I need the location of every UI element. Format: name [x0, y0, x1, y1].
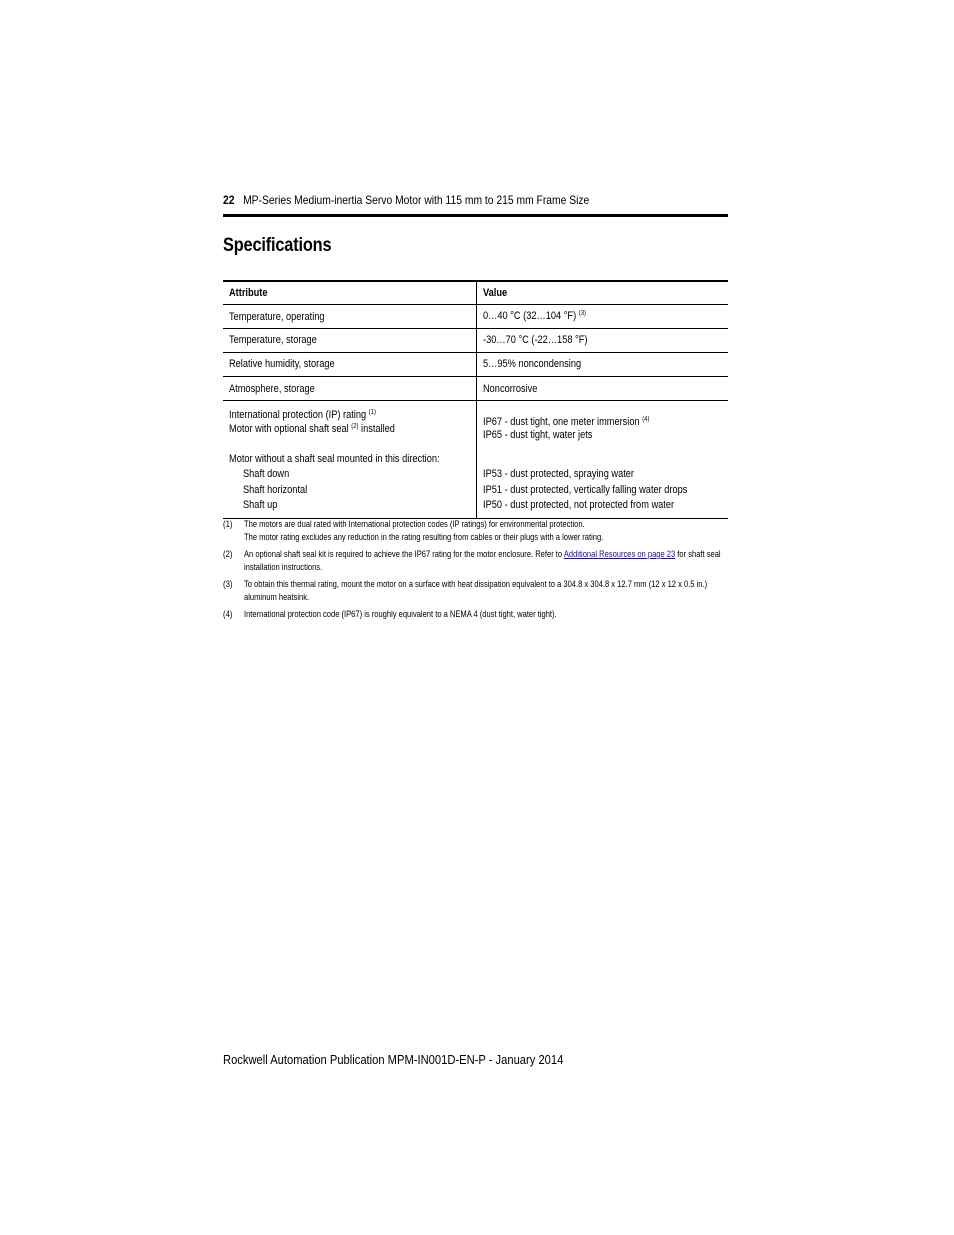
footnote: [223, 608, 728, 624]
ip67-value: IP67 - dust tight, one meter immersion $^{(4)}$: [483, 416, 650, 428]
footnote-number: (2): [223, 549, 233, 559]
attribute-cell: Temperature, storage: [229, 334, 317, 346]
section-title: Specifications: [223, 235, 332, 256]
attribute-cell: Atmosphere, storage: [229, 383, 315, 395]
footnote-number: (4): [223, 609, 233, 619]
footnote-number: (1): [223, 519, 233, 529]
shaft-horizontal-label: Shaft horizontal: [243, 484, 308, 496]
footnote-text: To obtain this thermal rating, mount the motor on a surface with heat dissipation equivalent to a 304.8 x 304.8 x 12.7 mm (12 x 12 x 0.5 in.): [244, 579, 708, 589]
table-row: [223, 353, 728, 377]
footnote-number: (3): [223, 579, 233, 589]
table-row: [223, 377, 728, 401]
ip-rating-label: International protection (IP) rating $^{(1)}$: [229, 409, 376, 421]
table-row-ip-rating: [223, 401, 728, 519]
footnote-ref: (3): [578, 310, 586, 317]
table-row: [223, 305, 728, 329]
value-cell: 5…95% noncondensing: [483, 358, 582, 370]
footnote: [223, 548, 728, 578]
footnote-text: An optional shaft seal kit is required to achieve the IP67 rating for the motor enclosure. Refer to Additional Resources on page 23 for shaft seal: [244, 549, 721, 559]
header-value: Value: [483, 287, 508, 299]
ip53-value: IP53 - dust protected, spraying water: [483, 468, 635, 480]
header-rule: [223, 214, 728, 217]
table-header-row: [223, 282, 728, 305]
value-cell: -30…70 °C (-22…158 °F): [483, 334, 588, 346]
ip51-value: IP51 - dust protected, vertically falling water drops: [483, 484, 688, 496]
specifications-table: [223, 280, 728, 519]
value-cell: 0…40 °C (32…104 °F) $^{(3)}$: [483, 310, 586, 322]
value-cell: Noncorrosive: [483, 383, 538, 395]
running-title: MP-Series Medium-inertia Servo Motor with 115 mm to 215 mm Frame Size: [243, 193, 590, 207]
attribute-cell: Relative humidity, storage: [229, 358, 335, 370]
footnote: [223, 518, 728, 548]
page-number: 22: [223, 193, 235, 207]
header-attribute: Attribute: [229, 287, 268, 299]
table-row: [223, 329, 728, 353]
footnote-text: The motor rating excludes any reduction in the rating resulting from cables or their plugs with a lower rating.: [244, 532, 604, 542]
footnote: [223, 578, 728, 608]
footnote-text: International protection code (IP67) is roughly equivalent to a NEMA 4 (dust tight, water tight).: [244, 609, 557, 619]
table-footnotes: [223, 518, 728, 624]
page-footer: Rockwell Automation Publication MPM-IN001D-EN-P - January 2014: [223, 1052, 564, 1067]
shaft-seal-label: Motor with optional shaft seal $^{(2)}$ installed: [229, 423, 395, 435]
shaft-up-label: Shaft up: [243, 499, 278, 511]
footnote-text: aluminum heatsink.: [244, 592, 310, 602]
footnote-ref: (2): [351, 423, 359, 430]
footnote-ref: (4): [642, 416, 650, 423]
footnote-ref: (1): [368, 409, 376, 416]
additional-resources-link[interactable]: Additional Resources on page 23: [563, 549, 676, 559]
no-shaft-seal-label: Motor without a shaft seal mounted in this direction:: [229, 453, 440, 465]
attribute-cell: Temperature, operating: [229, 311, 325, 323]
shaft-down-label: Shaft down: [243, 468, 290, 480]
footnote-text: installation instructions.: [244, 562, 323, 572]
ip65-value: IP65 - dust tight, water jets: [483, 429, 593, 441]
ip50-value: IP50 - dust protected, not protected from water: [483, 499, 675, 511]
footnote-text: The motors are dual rated with International protection codes (IP ratings) for environmental protection.: [244, 519, 585, 529]
